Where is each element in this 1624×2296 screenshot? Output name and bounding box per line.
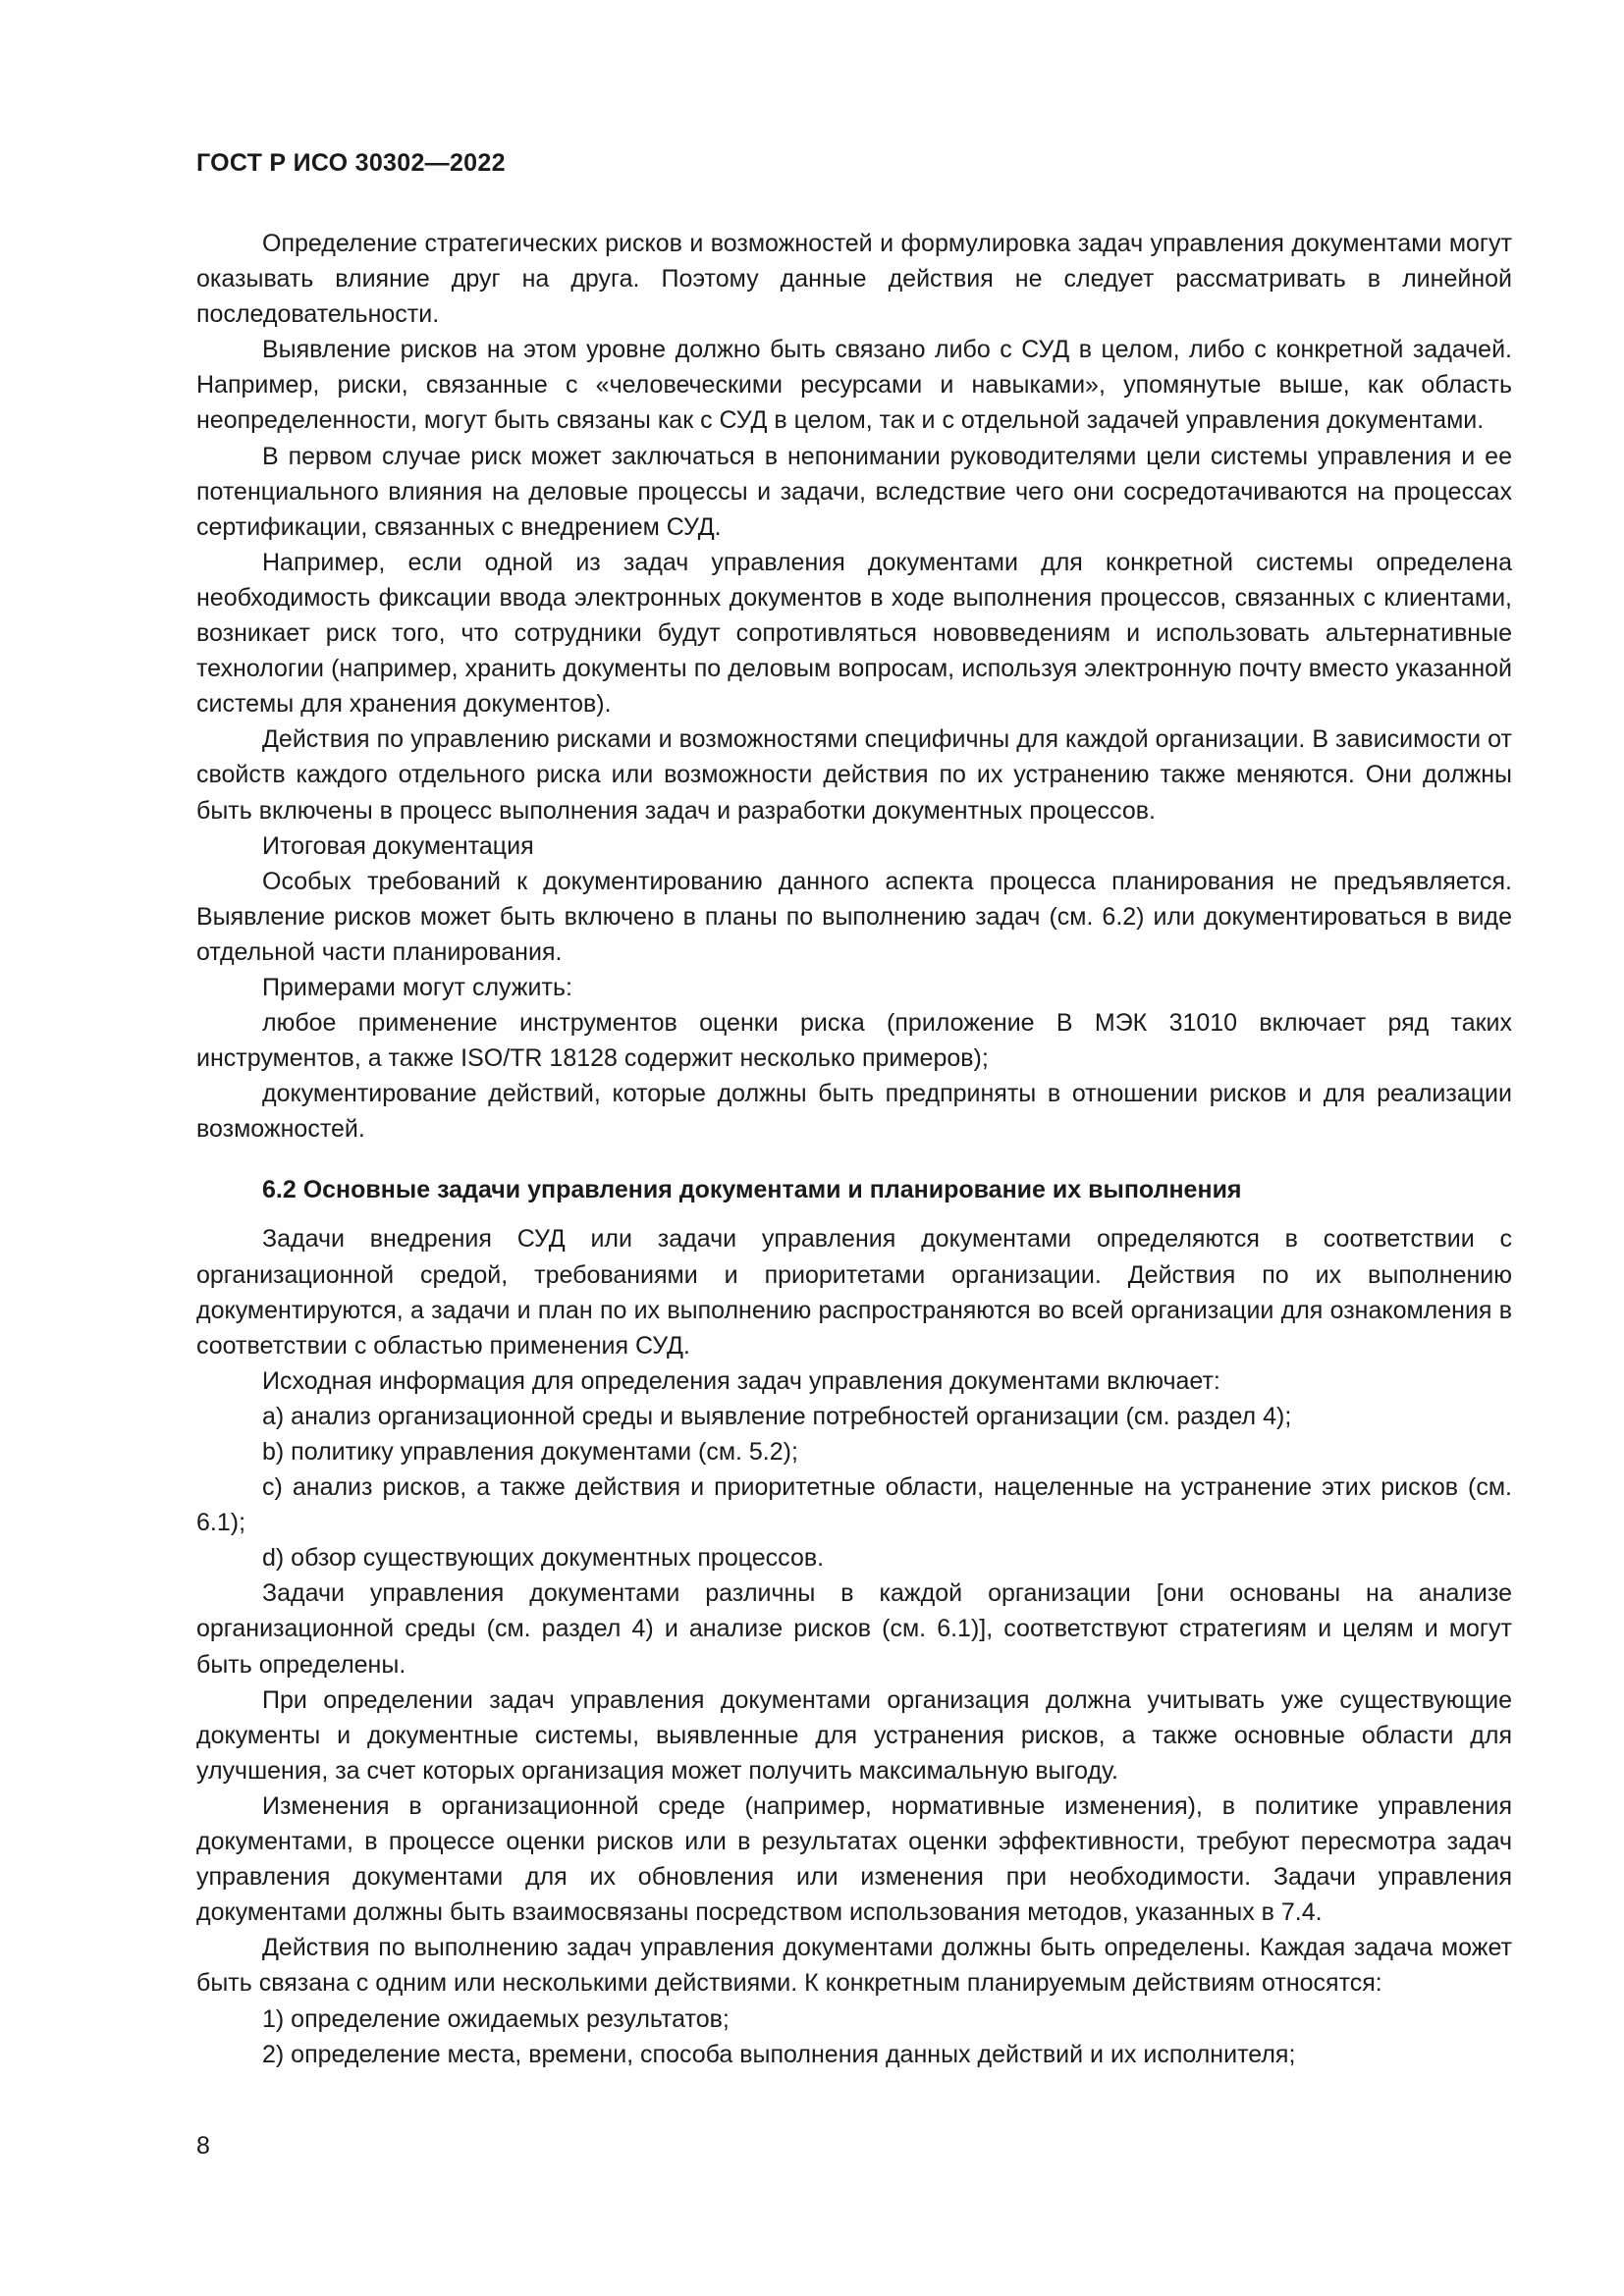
- page-number: 8: [196, 2132, 210, 2160]
- list-item: a) анализ организационной среды и выявление потребностей организации (см. раздел 4);: [262, 1402, 1292, 1430]
- paragraph: Задачи управления документами различны в каждой организации [они основаны на анализе организационной среды (см. раздел 4) и анализе рисков (см. 6.1)], соответствуют стратегиям и целям и могут быть определены.: [196, 1579, 1512, 1679]
- paragraph: Например, если одной из задач управления документами для конкретной системы определена необходимость фиксации ввода электронных документов в ходе выполнения процессов, связанных с клиентами, возникает риск того, что сотрудники будут сопротивляться нововведениям и использовать альтернативные технологии (например, хранить документы по деловым вопросам, используя электронную почту вместо указанной системы для хранения документов).: [196, 548, 1512, 719]
- paragraph: Итоговая документация: [262, 831, 534, 860]
- paragraph: При определении задач управления документами организация должна учитывать уже существующие документы и документные системы, выявленные для устранения рисков, а также основные области для улучшения, за счет которых организация может получить максимальную выгоду.: [196, 1685, 1512, 1785]
- paragraph: Определение стратегических рисков и возможностей и формулировка задач управления документами могут оказывать влияние друг на друга. Поэтому данные действия не следует рассматривать в линейной последовательности.: [196, 230, 1512, 329]
- section-heading: 6.2 Основные задачи управления документами и планирование их выполнения: [262, 1176, 1242, 1204]
- paragraph: Исходная информация для определения задач управления документами включает:: [262, 1366, 1220, 1395]
- paragraph: Примерами могут служить:: [262, 973, 572, 1001]
- list-item: 1) определение ожидаемых результатов;: [262, 2004, 730, 2033]
- paragraph: Действия по выполнению задач управления документами должны быть определены. Каждая задача может быть связана с одним или несколькими действиями. К конкретным планируемым действиям относятся:: [196, 1934, 1512, 1998]
- list-item: d) обзор существующих документных процессов.: [262, 1544, 825, 1573]
- list-item: b) политику управления документами (см. 5.2);: [262, 1438, 798, 1466]
- list-item: 2) определение места, времени, способа выполнения данных действий и их исполнителя;: [262, 2040, 1296, 2068]
- paragraph: Выявление рисков на этом уровне должно быть связано либо с СУД в целом, либо с конкретной задачей. Например, риски, связанные с «человеческими ресурсами и навыками», упомянутые выше, как область неопределенности, могут быть связаны как с СУД в целом, так и с отдельной задачей управления документами.: [196, 336, 1512, 435]
- paragraph: любое применение инструментов оценки риска (приложение В МЭК 31010 включает ряд таких инструментов, а также ISO/TR 18128 содержит несколько примеров);: [196, 1009, 1512, 1073]
- paragraph: Особых требований к документированию данного аспекта процесса планирования не предъявляется. Выявление рисков может быть включено в планы по выполнению задач (см. 6.2) или документироваться в виде отдельной части планирования.: [196, 867, 1512, 966]
- list-item: c) анализ рисков, а также действия и приоритетные области, нацеленные на устранение этих рисков (см. 6.1);: [196, 1473, 1512, 1537]
- paragraph: В первом случае риск может заключаться в непонимании руководителями цели системы управления и ее потенциального влияния на деловые процессы и задачи, вследствие чего они сосредотачиваются на процессах сертификации, связанных с внедрением СУД.: [196, 442, 1512, 541]
- standard-header: ГОСТ Р ИСО 30302—2022: [196, 149, 506, 177]
- paragraph: Изменения в организационной среде (например, нормативные изменения), в политике управления документами, в процессе оценки рисков или в результатах оценки эффективности, требуют пересмотра задач управления документами для их обновления или изменения при необходимости. Задачи управления документами должны быть взаимосвязаны посредством использования методов, указанных в 7.4.: [196, 1791, 1512, 1927]
- paragraph: Действия по управлению рисками и возможностями специфичны для каждой организации. В зависимости от свойств каждого отдельного риска или возможности действия по их устранению также меняются. Они должны быть включены в процесс выполнения задач и разработки документных процессов.: [196, 725, 1512, 825]
- paragraph: документирование действий, которые должны быть предприняты в отношении рисков и для реализации возможностей.: [196, 1080, 1512, 1144]
- body-text: [196, 226, 1512, 2072]
- paragraph: Задачи внедрения СУД или задачи управления документами определяются в соответствии с организационной средой, требованиями и приоритетами организации. Действия по их выполнению документируются, а задачи и план по их выполнению распространяются во всей организации для ознакомления в соответствии с областью применения СУД.: [196, 1225, 1512, 1360]
